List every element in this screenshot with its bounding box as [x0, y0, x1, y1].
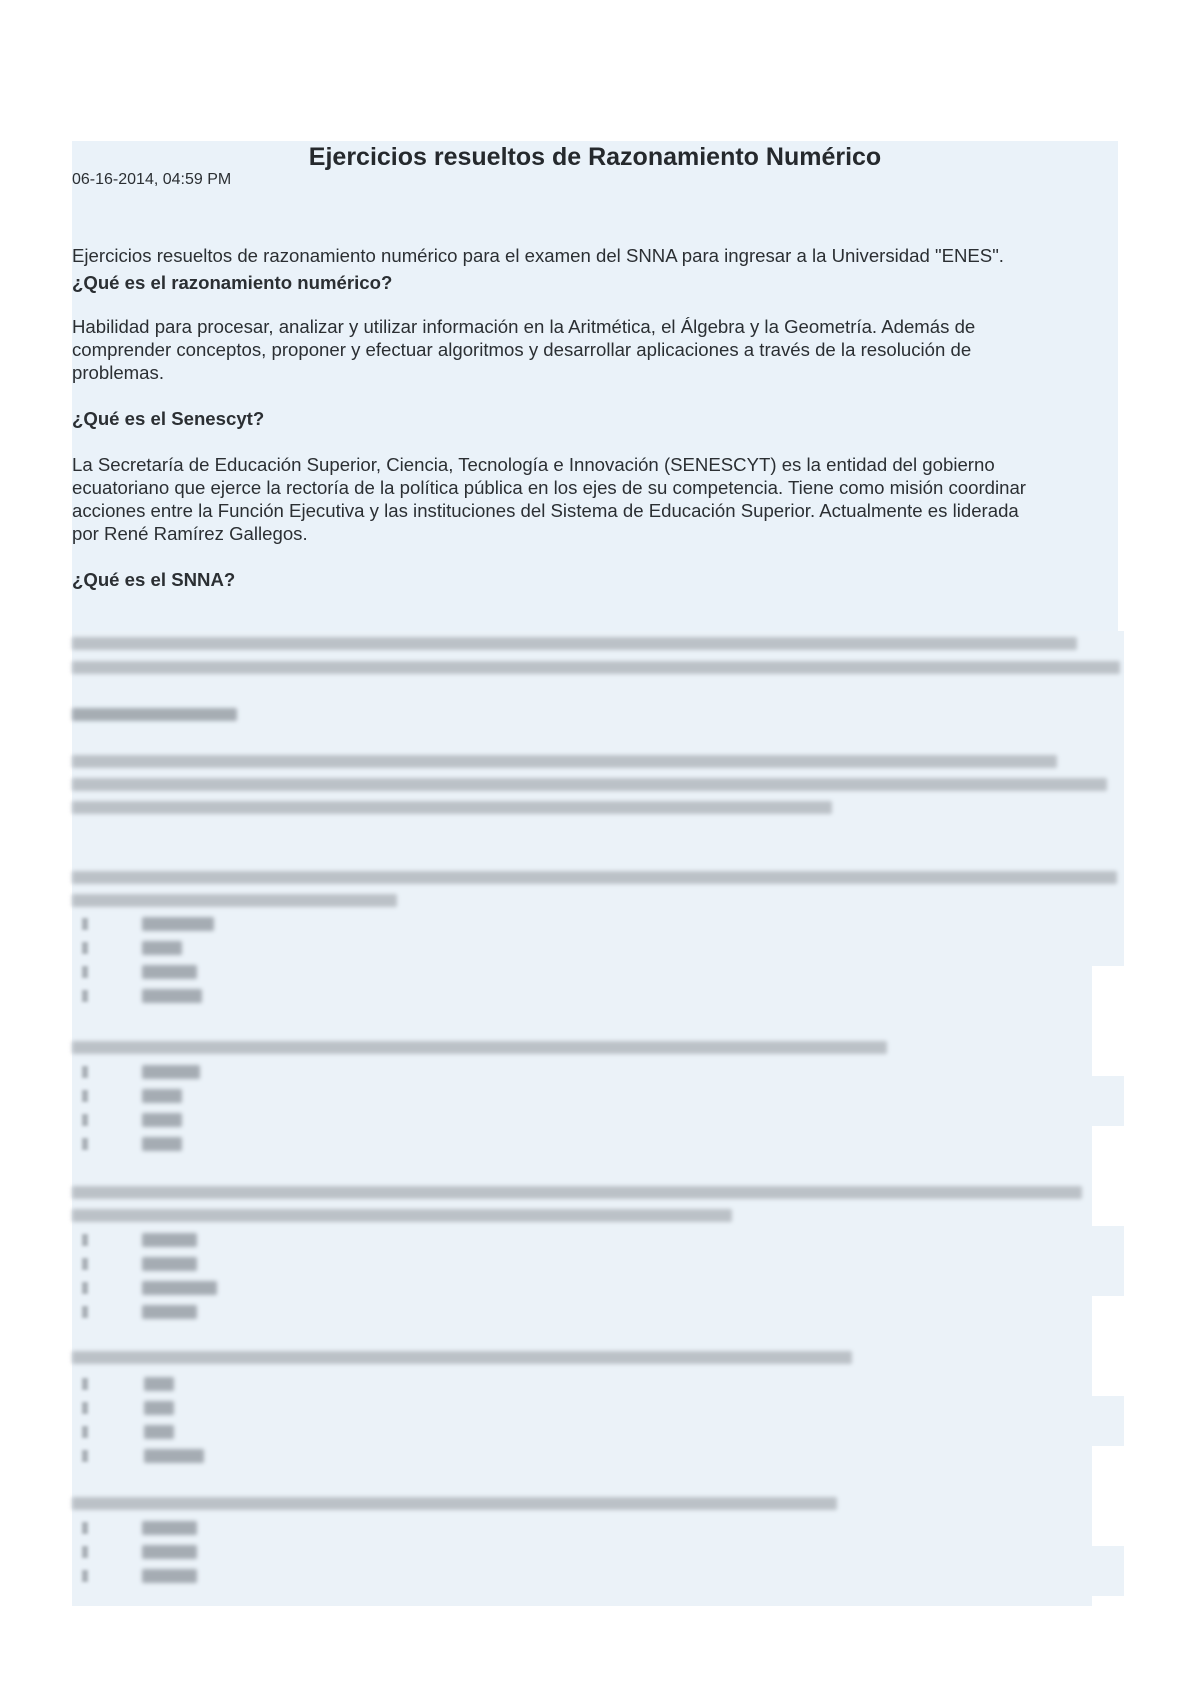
blurred-background [72, 906, 1124, 966]
intro-paragraph: Ejercicios resueltos de razonamiento numérico para el examen del SNNA para ingresar a la Universidad "ENES". [72, 245, 1004, 266]
blurred-option [144, 1377, 174, 1391]
blurred-option [142, 1137, 182, 1151]
bullet-icon [82, 990, 88, 1002]
bullet-icon [82, 1378, 88, 1390]
blurred-option [142, 1065, 200, 1079]
blurred-option [142, 989, 202, 1003]
paragraph-line: comprender conceptos, proponer y efectuar algoritmos y desarrollar aplicaciones a través de la resolución de [72, 339, 972, 360]
bullet-icon [82, 1090, 88, 1102]
document-page [72, 141, 1118, 631]
blurred-background [72, 966, 1092, 1076]
blurred-option [142, 1233, 197, 1247]
paragraph-line: ecuatoriano que ejerce la rectoría de la política pública en los ejes de su competencia. Tiene como misión coordinar [72, 477, 1026, 498]
blurred-text-line [72, 661, 1120, 674]
blurred-question [72, 1186, 1082, 1199]
blurred-content [72, 631, 1124, 1606]
bullet-icon [82, 1138, 88, 1150]
blurred-option [142, 941, 182, 955]
blurred-text-line [72, 778, 1107, 791]
blurred-option [142, 1305, 197, 1319]
blurred-option [142, 917, 214, 931]
blurred-option [142, 1257, 197, 1271]
document-title: Ejercicios resueltos de Razonamiento Numérico [308, 143, 882, 171]
blurred-question [72, 1351, 852, 1364]
blurred-background [72, 1396, 1124, 1446]
blurred-heading [72, 708, 237, 721]
bullet-icon [82, 1234, 88, 1246]
blurred-question [72, 894, 397, 907]
blurred-background [72, 1596, 1092, 1606]
document-date: 06-16-2014, 04:59 PM [72, 171, 232, 188]
paragraph-line: La Secretaría de Educación Superior, Ciencia, Tecnología e Innovación (SENESCYT) es la entidad del gobierno [72, 454, 995, 475]
blurred-background [72, 1446, 1092, 1546]
paragraph-line: acciones entre la Función Ejecutiva y las instituciones del Sistema de Educación Superior. Actualmente es liderada [72, 500, 1019, 521]
blurred-option [142, 1545, 197, 1559]
blurred-option [142, 1569, 197, 1583]
blurred-text-line [72, 755, 1057, 768]
blurred-question [72, 1497, 837, 1510]
section-heading-senescyt: ¿Qué es el Senescyt? [72, 408, 265, 429]
blurred-option [142, 1521, 197, 1535]
bullet-icon [82, 1522, 88, 1534]
bullet-icon [82, 942, 88, 954]
blurred-question [72, 1041, 887, 1054]
blurred-question [72, 871, 1117, 884]
bullet-icon [82, 1426, 88, 1438]
bullet-icon [82, 918, 88, 930]
bullet-icon [82, 966, 88, 978]
bullet-icon [82, 1570, 88, 1582]
blurred-background [72, 1226, 1124, 1296]
blurred-question [72, 1209, 732, 1222]
bullet-icon [82, 1066, 88, 1078]
blurred-option [142, 1089, 182, 1103]
paragraph-line: problemas. [72, 362, 164, 383]
bullet-icon [82, 1306, 88, 1318]
blurred-background [72, 1546, 1124, 1596]
section-heading-snna: ¿Qué es el SNNA? [72, 569, 236, 590]
blurred-option [142, 1281, 217, 1295]
blurred-option [144, 1449, 204, 1463]
bullet-icon [82, 1258, 88, 1270]
blurred-option [142, 965, 197, 979]
bullet-icon [82, 1402, 88, 1414]
section-heading-razonamiento: ¿Qué es el razonamiento numérico? [72, 272, 393, 293]
blurred-text-line [72, 637, 1077, 650]
blurred-option [144, 1425, 174, 1439]
blurred-text-line [72, 801, 832, 814]
paragraph-line: Habilidad para procesar, analizar y utilizar información en la Aritmética, el Álgebra y la Geometría. Además de [72, 316, 976, 337]
paragraph-line: por René Ramírez Gallegos. [72, 523, 308, 544]
bullet-icon [82, 1282, 88, 1294]
blurred-background [72, 1076, 1124, 1126]
bullet-icon [82, 1114, 88, 1126]
blurred-option [144, 1401, 174, 1415]
bullet-icon [82, 1450, 88, 1462]
blurred-option [142, 1113, 182, 1127]
blurred-background [72, 1296, 1092, 1396]
bullet-icon [82, 1546, 88, 1558]
